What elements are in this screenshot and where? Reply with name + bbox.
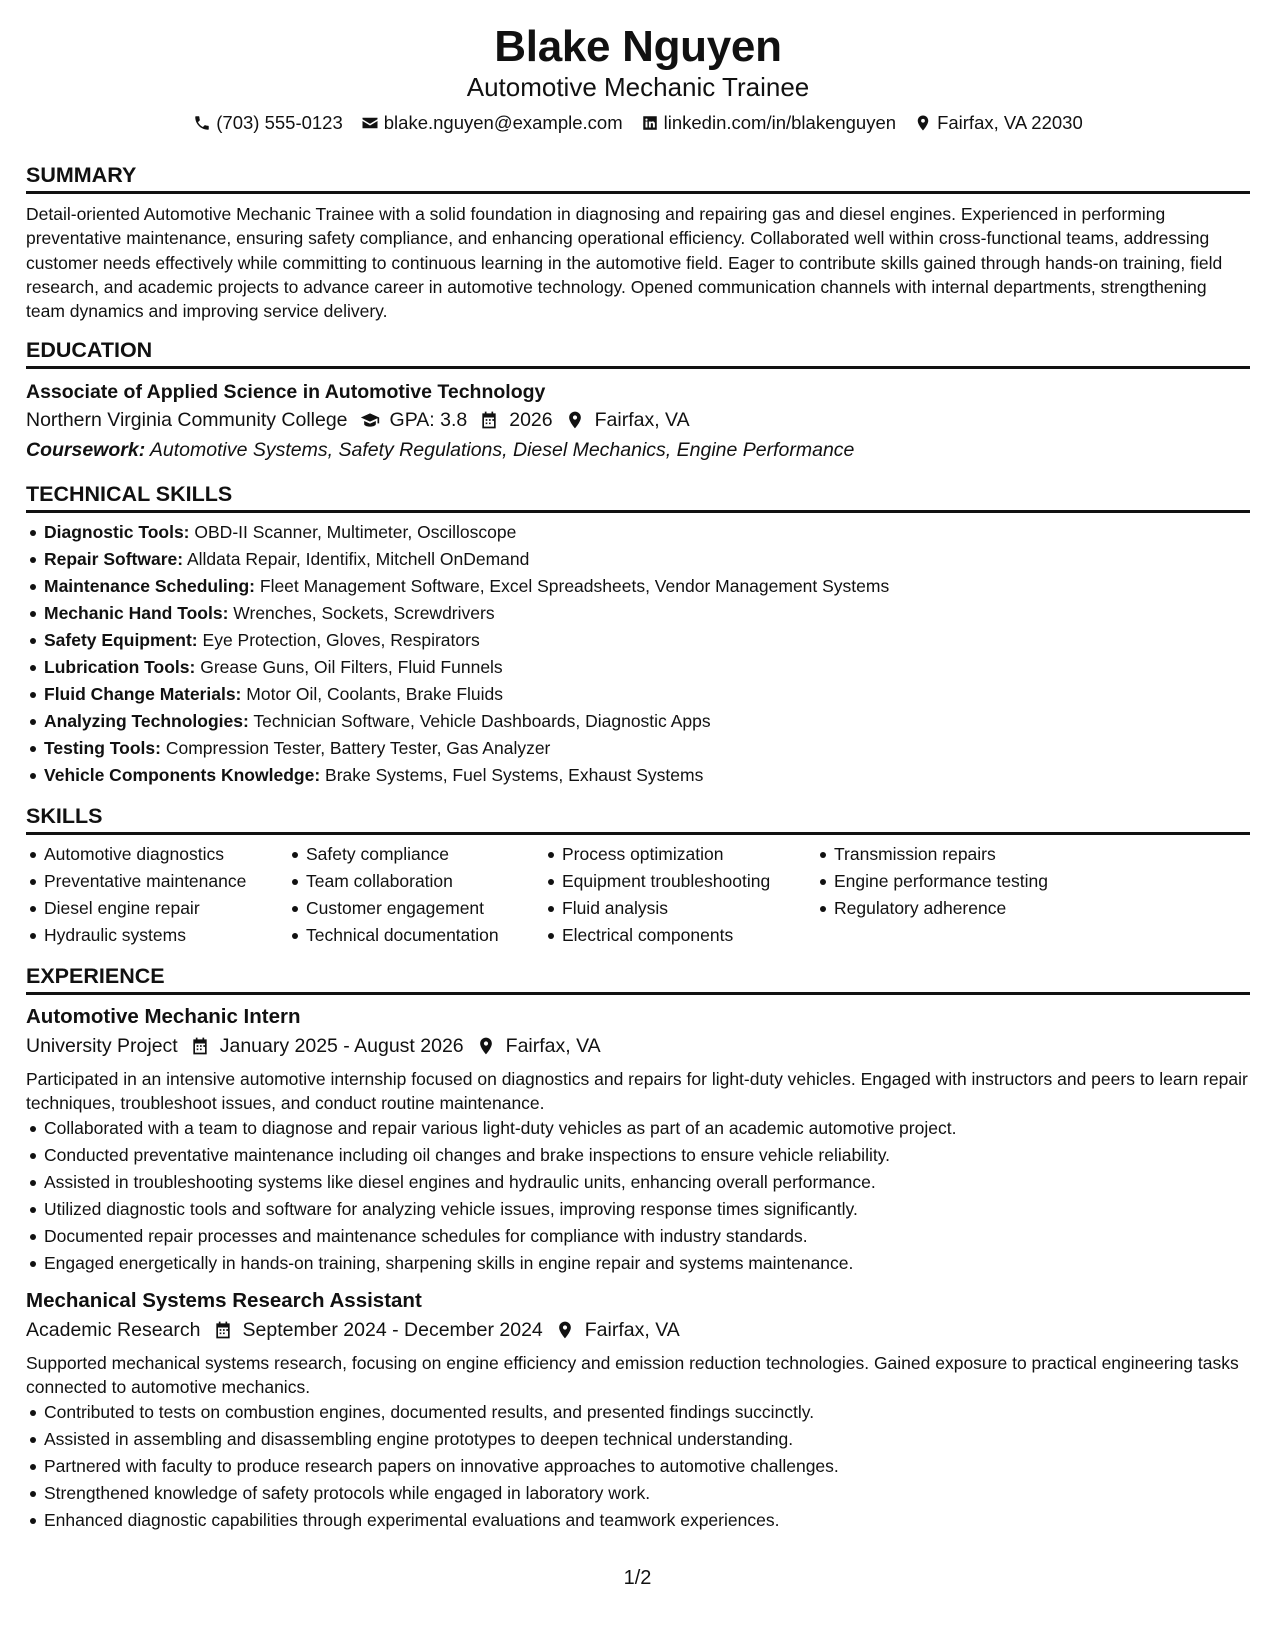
technical-skills-list bbox=[26, 519, 1250, 789]
list-item: Strengthened knowledge of safety protocols while engaged in laboratory work. bbox=[26, 1480, 1250, 1507]
list-item: Transmission repairs bbox=[816, 841, 1076, 868]
calendar-icon bbox=[213, 1320, 233, 1340]
list-item: Electrical components bbox=[544, 922, 816, 949]
list-item: Preventative maintenance bbox=[26, 868, 288, 895]
list-item: Lubrication Tools: Grease Guns, Oil Filters, Fluid Funnels bbox=[26, 654, 1250, 681]
linkedin-icon bbox=[641, 114, 659, 132]
job-location: Fairfax, VA bbox=[476, 1031, 601, 1061]
list-item: Safety Equipment: Eye Protection, Gloves, Respirators bbox=[26, 627, 1250, 654]
education-meta bbox=[26, 405, 1250, 435]
summary-section bbox=[26, 162, 1250, 323]
list-item: Customer engagement bbox=[288, 895, 544, 922]
education-section bbox=[26, 337, 1250, 465]
coursework-label: Coursework: bbox=[26, 439, 146, 462]
technical-skills-section bbox=[26, 481, 1250, 789]
phone-icon bbox=[193, 114, 211, 132]
job-bullets bbox=[26, 1399, 1250, 1534]
envelope-icon bbox=[361, 114, 379, 132]
graduation-year: 2026 bbox=[479, 405, 552, 435]
candidate-name: Blake Nguyen bbox=[494, 22, 782, 71]
school-name: Northern Virginia Community College bbox=[26, 409, 348, 432]
technical-skills-heading: TECHNICAL SKILLS bbox=[26, 481, 1250, 513]
list-item: Mechanic Hand Tools: Wrenches, Sockets, Screwdrivers bbox=[26, 600, 1250, 627]
list-item: Partnered with faculty to produce research papers on innovative approaches to automotive challenges. bbox=[26, 1453, 1250, 1480]
job-dates: September 2024 - December 2024 bbox=[213, 1315, 543, 1345]
list-item: Safety compliance bbox=[288, 841, 544, 868]
job-bullets bbox=[26, 1115, 1250, 1277]
list-item: Engine performance testing bbox=[816, 868, 1076, 895]
list-item: Process optimization bbox=[544, 841, 816, 868]
summary-heading: SUMMARY bbox=[26, 162, 1250, 194]
experience-heading: EXPERIENCE bbox=[26, 963, 1250, 995]
skills-column-2 bbox=[288, 841, 544, 949]
job-entry-1 bbox=[26, 1003, 1250, 1277]
contact-linkedin[interactable] bbox=[641, 110, 896, 136]
list-item: Conducted preventative maintenance including oil changes and brake inspections to ensure vehicle reliability. bbox=[26, 1142, 1250, 1169]
job-description: Participated in an intensive automotive internship focused on diagnostics and repairs for light-duty vehicles. Engaged with instructors and peers to learn repair techniques, troubleshoot issues, and conduct routine maintenance. bbox=[26, 1069, 1248, 1114]
list-item: Hydraulic systems bbox=[26, 922, 288, 949]
skills-column-3 bbox=[544, 841, 816, 949]
candidate-headline: Automotive Mechanic Trainee bbox=[466, 72, 810, 102]
skills-column-4 bbox=[816, 841, 1076, 949]
list-item: Regulatory adherence bbox=[816, 895, 1076, 922]
list-item: Utilized diagnostic tools and software for analyzing vehicle issues, improving response times significantly. bbox=[26, 1196, 1250, 1223]
experience-section bbox=[26, 963, 1250, 1534]
coursework-list: Automotive Systems, Safety Regulations, Diesel Mechanics, Engine Performance bbox=[149, 439, 855, 462]
job-location: Fairfax, VA bbox=[555, 1315, 680, 1345]
list-item: Team collaboration bbox=[288, 868, 544, 895]
list-item: Automotive diagnostics bbox=[26, 841, 288, 868]
skills-section bbox=[26, 803, 1250, 949]
skills-column-1 bbox=[26, 841, 288, 949]
map-pin-icon bbox=[555, 1320, 575, 1340]
job-org: University Project bbox=[26, 1035, 178, 1058]
graduation-cap-icon bbox=[360, 410, 380, 430]
list-item: Analyzing Technologies: Technician Software, Vehicle Dashboards, Diagnostic Apps bbox=[26, 708, 1250, 735]
list-item: Enhanced diagnostic capabilities through experimental evaluations and teamwork experiences. bbox=[26, 1507, 1250, 1534]
page-number: 1/2 bbox=[623, 1567, 652, 1589]
job-meta bbox=[26, 1315, 1250, 1345]
list-item: Equipment troubleshooting bbox=[544, 868, 816, 895]
map-pin-icon bbox=[914, 114, 932, 132]
skills-grid bbox=[26, 841, 1250, 949]
degree-title: Associate of Applied Science in Automotive Technology bbox=[26, 381, 546, 404]
list-item: Fluid Change Materials: Motor Oil, Coolants, Brake Fluids bbox=[26, 681, 1250, 708]
school-location: Fairfax, VA bbox=[565, 405, 690, 435]
list-item: Vehicle Components Knowledge: Brake Systems, Fuel Systems, Exhaust Systems bbox=[26, 762, 1250, 789]
list-item: Technical documentation bbox=[288, 922, 544, 949]
list-item: Maintenance Scheduling: Fleet Management Software, Excel Spreadsheets, Vendor Management Systems bbox=[26, 573, 1250, 600]
job-meta bbox=[26, 1031, 1250, 1061]
job-title: Automotive Mechanic Intern bbox=[26, 1005, 301, 1029]
contact-email[interactable] bbox=[361, 110, 623, 136]
resume-page bbox=[26, 20, 1250, 1534]
linkedin-text: linkedin.com/in/blakenguyen bbox=[663, 112, 897, 133]
contact-phone[interactable] bbox=[193, 110, 343, 136]
contact-location bbox=[914, 110, 1083, 136]
list-item: Engaged energetically in hands-on training, sharpening skills in engine repair and systems maintenance. bbox=[26, 1250, 1250, 1277]
phone-text: (703) 555-0123 bbox=[216, 112, 343, 133]
list-item: Assisted in assembling and disassembling engine prototypes to deepen technical understanding. bbox=[26, 1426, 1250, 1453]
skills-heading: SKILLS bbox=[26, 803, 1250, 835]
calendar-icon bbox=[479, 410, 499, 430]
gpa: GPA: 3.8 bbox=[360, 405, 468, 435]
job-dates: January 2025 - August 2026 bbox=[190, 1031, 464, 1061]
list-item: Contributed to tests on combustion engines, documented results, and presented findings succinctly. bbox=[26, 1399, 1250, 1426]
list-item: Diesel engine repair bbox=[26, 895, 288, 922]
job-entry-2 bbox=[26, 1287, 1250, 1534]
map-pin-icon bbox=[565, 410, 585, 430]
list-item: Diagnostic Tools: OBD-II Scanner, Multimeter, Oscilloscope bbox=[26, 519, 1250, 546]
education-heading: EDUCATION bbox=[26, 337, 1250, 369]
map-pin-icon bbox=[476, 1036, 496, 1056]
job-title: Mechanical Systems Research Assistant bbox=[26, 1289, 422, 1313]
job-description: Supported mechanical systems research, focusing on engine efficiency and emission reduction technologies. Gained exposure to practical engineering tasks connected to automotive mechanics. bbox=[26, 1353, 1239, 1398]
summary-text: Detail-oriented Automotive Mechanic Trainee with a solid foundation in diagnosing and repairing gas and diesel engines. Experienced in performing preventative maintenance, ensuring safety compliance, and enhancing operational efficiency. Collaborated well within cross-functional teams, addressing customer needs effectively while committing to continuous learning in the automotive field. Eager to contribute skills gained through hands-on training, field research, and academic projects to advance career in automotive technology. Opened communication channels with internal departments, strengthening team dynamics and improving service delivery. bbox=[26, 204, 1223, 322]
contact-bar bbox=[26, 110, 1250, 136]
list-item: Collaborated with a team to diagnose and repair various light-duty vehicles as part of an academic automotive project. bbox=[26, 1115, 1250, 1142]
email-text: blake.nguyen@example.com bbox=[383, 112, 623, 133]
job-org: Academic Research bbox=[26, 1319, 201, 1342]
location-text: Fairfax, VA 22030 bbox=[937, 112, 1083, 133]
coursework bbox=[26, 435, 1250, 465]
list-item: Repair Software: Alldata Repair, Identifix, Mitchell OnDemand bbox=[26, 546, 1250, 573]
list-item: Fluid analysis bbox=[544, 895, 816, 922]
calendar-icon bbox=[190, 1036, 210, 1056]
list-item: Assisted in troubleshooting systems like diesel engines and hydraulic units, enhancing overall performance. bbox=[26, 1169, 1250, 1196]
list-item: Documented repair processes and maintenance schedules for compliance with industry standards. bbox=[26, 1223, 1250, 1250]
list-item: Testing Tools: Compression Tester, Battery Tester, Gas Analyzer bbox=[26, 735, 1250, 762]
